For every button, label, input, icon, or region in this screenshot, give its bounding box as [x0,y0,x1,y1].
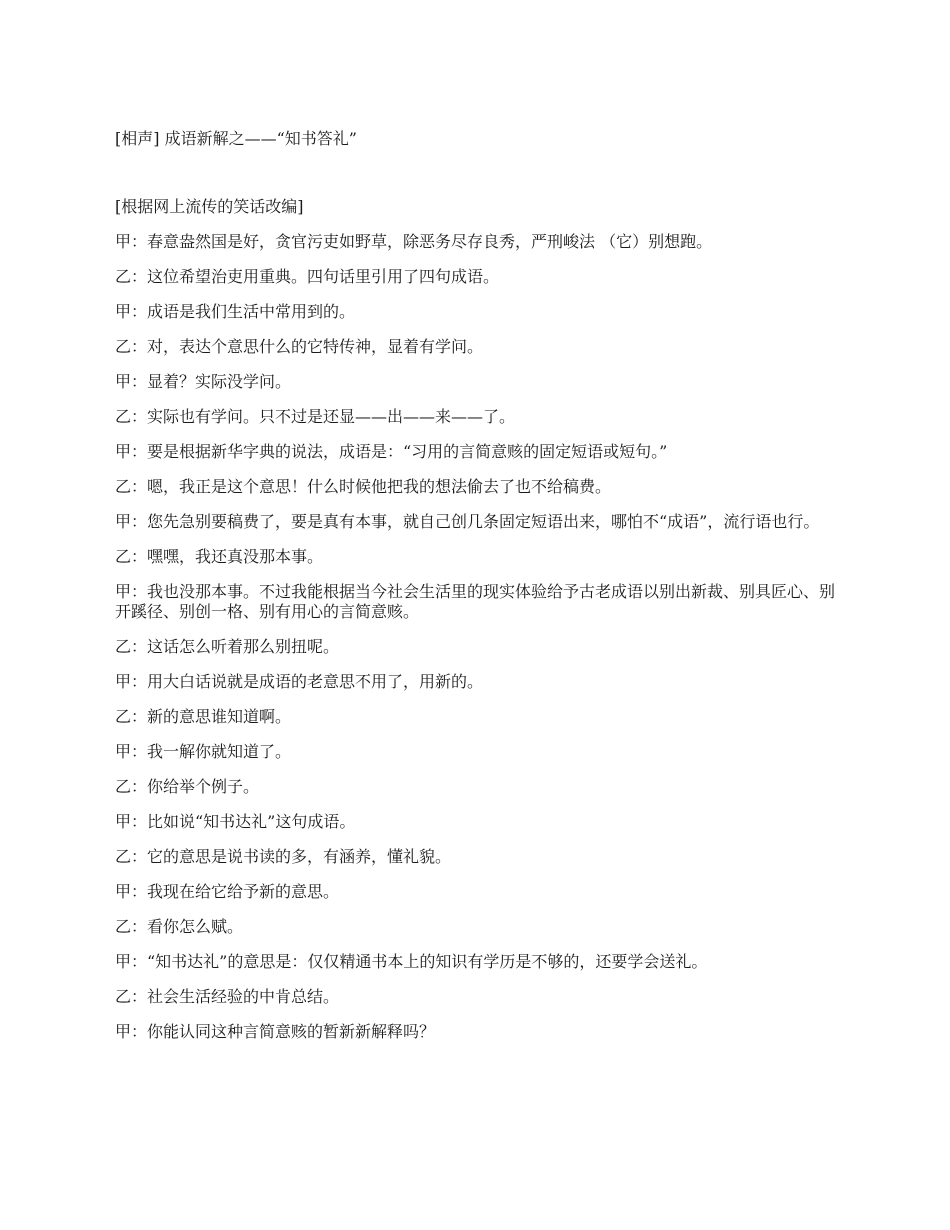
dialogue-line: 乙：这位希望治吏用重典。四句话里引用了四句成语。 [115,267,500,286]
dialogue-line: 甲：你能认同这种言简意赅的暂新新解释吗？ [115,1022,436,1041]
document-body [115,197,840,1057]
dialogue-line: 甲：“知书达礼”的意思是：仅仅精通书本上的知识有学历是不够的，还要学会送礼。 [115,952,708,971]
dialogue-line: 甲：显着？实际没学问。 [115,372,292,391]
dialogue-line: 甲：成语是我们生活中常用到的。 [115,302,356,321]
dialogue-line: 乙：嘿嘿，我还真没那本事。 [115,547,324,566]
dialogue-line: 乙：它的意思是说书读的多，有涵养，懂礼貌。 [115,847,452,866]
dialogue-line: 甲：您先急别要稿费了，要是真有本事，就自己创几条固定短语出来，哪怕不“成语”，流行语也行。 [115,512,820,531]
dialogue-line: 甲：要是根据新华字典的说法，成语是：“习用的言简意赅的固定短语或短句。” [115,442,668,461]
document-title: [相声] 成语新解之——“知书答礼” [115,129,357,148]
paragraph-source-note: [根据网上流传的笑话改编] [115,197,304,216]
dialogue-line: 乙：实际也有学问。只不过是还显——出——来——了。 [115,407,516,426]
dialogue-line: 乙：这话怎么听着那么别扭呢。 [115,637,340,656]
dialogue-line: 甲：比如说“知书达礼”这句成语。 [115,812,356,831]
dialogue-line: 甲：春意盎然国是好，贪官污吏如野草，除恶务尽存良秀，严刑峻法 （它）别想跑。 [115,232,713,251]
dialogue-line: 乙：新的意思谁知道啊。 [115,707,292,726]
dialogue-line: 甲：我也没那本事。不过我能根据当今社会生活里的现实体验给予古老成语以别出新裁、别具匠心、别开蹊径、别创一格、别有用心的言简意赅。 [115,582,836,621]
dialogue-line: 乙：你给举个例子。 [115,777,260,796]
dialogue-line: 乙：嗯，我正是这个意思！什么时候他把我的想法偷去了也不给稿费。 [115,477,612,496]
dialogue-line: 乙：社会生活经验的中肯总结。 [115,987,340,1006]
dialogue-line: 甲：用大白话说就是成语的老意思不用了，用新的。 [115,672,484,691]
dialogue-line: 甲：我现在给它给予新的意思。 [115,882,340,901]
dialogue-line: 乙：看你怎么赋。 [115,917,244,936]
dialogue-line: 乙：对，表达个意思什么的它特传神，显着有学问。 [115,337,484,356]
dialogue-line: 甲：我一解你就知道了。 [115,742,292,761]
